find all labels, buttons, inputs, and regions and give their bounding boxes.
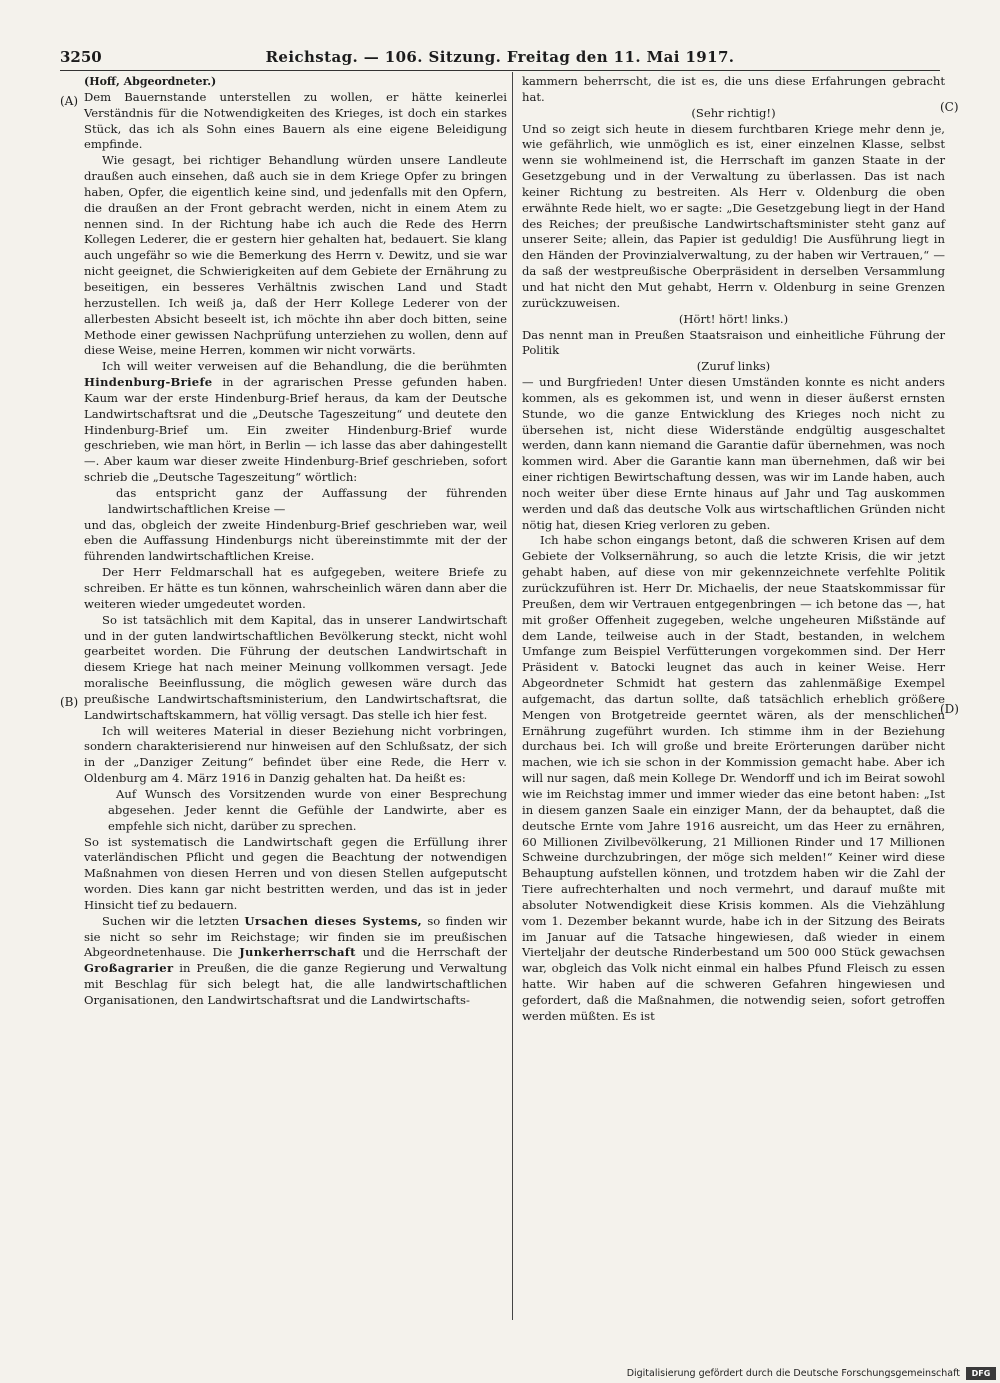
paragraph: Und so zeigt sich heute in diesem furchtbaren Kriege mehr denn je, wie gefährlich, wie unmöglich es ist, einer einzelnen Klasse, selbst wenn sie wohlmeinend ist, die Herrschaft im ganzen Staate in der Gesetzgebung und in der Verwaltung zu überlassen. Das ist nach keiner Richtung zu bestreiten. Als Herr v. Oldenburg die oben erwähnte Rede hielt, wo er sagte: „Die Gesetzgebung liegt in der Hand des Reiches; der preußische Landwirtschaftsminister steht ganz auf unserer Seite; allein, das Papier ist geduldig! Die Ausführung liegt in den Händen der Provinzialverwaltung, zu der haben wir Vertrauen,“ — da saß der westpreußische Oberpräsident in derselben Versammlung und hat nicht den Mut gehabt, Herrn v. Oldenburg in seine Grenzen zurückzuweisen. — [522, 121, 945, 310]
interjection: (Zuruf links) — [696, 359, 771, 374]
paragraph: Das nennt man in Preußen Staatsraison und einheitliche Führung der Politik — [522, 327, 945, 358]
paragraph: So ist systematisch die Landwirtschaft gegen die Erfüllung ihrer vaterländischen Pflicht und gegen die Beachtung der notwendigen Maßnahmen von diesen Herren und von diesen Stellen aufgeputscht worden. Dies kann gar nicht bestritten werden, und das ist in jeder Hinsicht tief zu bedauern. — [84, 834, 507, 912]
funding-credit: Digitalisierung gefördert durch die Deutsche Forschungsgemeinschaft — [626, 1368, 960, 1379]
interjection: (Hört! hört! links.) — [678, 311, 789, 326]
paragraph: kammern beherrscht, die ist es, die uns diese Erfahrungen gebracht hat. — [522, 74, 945, 104]
left-column — [84, 74, 507, 1009]
interjection: (Sehr richtig!) — [691, 105, 776, 120]
paragraph: — und Burgfrieden! Unter diesen Umständen konnte es nicht anders kommen, als es gekommen ist, und wenn in dieser äußerst ernsten Stunde, wo die ganze Entwicklung des Krieges noch nicht zu übersehen ist, nicht diese Widerstände endgültig ausgeschaltet werden, dann kann niemand die Garantie dafür übernehmen, was noch kommen wird. Aber die Garantie kann man übernehmen, daß wir bei einer richtigen Bewirtschaftung dessen, was wir im Lande haben, auch noch weiter über diese Ernte hinaus auf Jahr und Tag auskommen werden und daß das deutsche Volk aus wirtschaftlichen Gründen nicht nötig hat, diesen Krieg verloren zu geben. — [522, 375, 945, 532]
emphasis: Ursachen dieses Systems, — [244, 913, 423, 928]
emphasis: Hindenburg-Briefe — [84, 375, 213, 390]
margin-marker-c: (C) — [940, 100, 959, 114]
header-rule — [60, 70, 940, 71]
paragraph: Ich will weiteres Material in dieser Beziehung nicht vorbringen, sondern charakterisierend nur hinweisen auf den Schlußsatz, der sich in der „Danziger Zeitung“ befindet über eine Rede, die Herr v. Oldenburg am 4. März 1916 in Danzig gehalten hat. Da heißt es: — [84, 723, 507, 786]
paragraph: Wie gesagt, bei richtiger Behandlung würden unsere Landleute draußen auch einsehen, daß auch sie in dem Kriege Opfer zu bringen haben, Opfer, die eigentlich keine sind, und jedenfalls mit den Opfern, die draußen an der Front gebracht werden, nicht in einem Atem zu nennen sind. In der Richtung habe ich auch die Rede des Herrn Kollegen Lederer, die er gestern hier gehalten hat, bedauert. Sie klang auch ungefähr so wie die Bemerkung des Herrn v. Dewitz, und sie war nicht geeignet, die Schwierigkeiten auf dem Gebiete der Ernährung zu beseitigen, ein besseres Verhältnis zwischen Land und Stadt herzustellen. Ich weiß ja, daß der Herr Kollege Lederer von der allerbesten Absicht beseelt ist, ich möchte ihn aber doch bitten, seine Methode einer gewissen Nachprüfung unterziehen zu wollen, denn auf diese Weise, meine Herren, kommen wir nicht vorwärts. — [84, 153, 507, 358]
margin-marker-d: (D) — [940, 702, 959, 716]
paragraph: und das, obgleich der zweite Hindenburg-Brief geschrieben war, weil eben die Auffassung Hindenburgs nicht übereinstimmte mit der der führenden landwirtschaftlichen Kreise. — [84, 517, 507, 564]
paragraph: So ist tatsächlich mit dem Kapital, das in unserer Landwirtschaft und in der guten landwirtschaftlichen Bevölkerung steckt, nicht wohl gearbeitet worden. Die Führung der deutschen Landwirtschaft in diesem Kriege hat nach meiner Meinung vollkommen versagt. Jede moralische Beeinflussung, die möglich gewesen wäre durch das preußische Landwirtschaftsministerium, den Landwirtschaftsrat, die Landwirtschaftskammern, hat völlig versagt. Das stelle ich hier fest. — [84, 612, 507, 722]
paragraph: Ich will weiter verweisen auf die Behandlung, die die berühmten Hindenburg-Briefe in der agrarischen Presse gefunden haben. Kaum war der erste Hindenburg-Brief heraus, da kam der Deutsche Landwirtschaftsrat und die „Deutsche Tageszeitung“ und deutete den Hindenburg-Brief um. Ein zweiter Hindenburg-Brief wurde geschrieben, wie man hört, in Berlin — ich lasse das aber dahingestellt —. Aber kaum war dieser zweite Hindenburg-Brief geschrieben, sofort schrieb die „Deutsche Tageszeitung“ wörtlich: — [84, 359, 508, 485]
block-quote: Auf Wunsch des Vorsitzenden wurde von einer Besprechung abgesehen. Jeder kennt die Gefühle der Landwirte, aber es empfehle sich nicht, darüber zu sprechen. — [108, 786, 507, 833]
right-column — [522, 74, 945, 1025]
page-number: 3250 — [60, 48, 102, 66]
paragraph: Suchen wir die letzten Ursachen dieses Systems, so finden wir sie nicht so sehr im Reichstage; wir finden sie im preußischen Abgeordnetenhause. Die Junkerherrschaft und die Herrschaft der Großagrarier in Preußen, die die ganze Regierung und Verwaltung mit Beschlag für sich belegt hat, die alle landwirtschaftlichen Organisationen, den Landwirtschaftsrat und die Landwirtschafts- — [84, 913, 508, 1007]
paragraph: Ich habe schon eingangs betont, daß die schweren Krisen auf dem Gebiete der Volksernährung, so auch die letzte Krisis, die wir jetzt gehabt haben, auf diese von mir gekennzeichnete verfehlte Politik zurückzuführen ist. Herr Dr. Michaelis, der neue Staatskommissar für Preußen, dem wir Vertrauen entgegenbringen — ich betone das —, hat mit großer Offenheit zugegeben, welche ungeheuren Mißstände auf dem Lande, teilweise auch in der Stadt, bestanden, in welchem Umfange zum Beispiel Verfütterungen vorgekommen sind. Der Herr Präsident v. Batocki leugnet das auch in keiner Weise. Herr Abgeordneter Schmidt hat gestern das zahlenmäßige Exempel aufgemacht, das dartun sollte, daß tatsächlich erheblich größere Mengen von Brotgetreide geerntet wären, als der menschlichen Ernährung zugeführt wurden. Ich stimme ihm in der Beziehung durchaus bei. Ich will große und breite Erörterungen darüber nicht machen, wie ich sie schon in der Kommission gemacht habe. Aber ich will nur sagen, daß mein Kollege Dr. Wendorff und ich im Beirat sowohl wie im Reichstag immer und immer wieder das eine betont haben: „Ist in diesem ganzen Saale ein einziger Mann, der da behauptet, daß die deutsche Ernte vom Jahre 1916 ausreicht, um das Heer zu ernähren, 60 Millionen Zivilbevölkerung, 21 Millionen Rinder und 17 Millionen Schweine durchzubringen, der möge sich melden!“ Keiner wird diese Behauptung aufstellen können, und trotzdem haben wir die Zahl der Tiere aufrechterhalten und noch vermehrt, und darauf mußte mit absoluter Notwendigkeit diese Krisis kommen. Als die Viehzählung vom 1. Dezember bekannt wurde, habe ich in der Sitzung des Beirats im Januar auf die Tatsache hingewiesen, daß wieder in einem Vierteljahr der deutsche Rinderbestand um 500 000 Stück gewachsen war, obgleich das Volk nicht einmal ein halbes Pfund Fleisch zu essen hatte. Wir haben auf die schweren Gefahren hingewiesen und gefordert, daß die Maßnahmen, die notwendig seien, sofort getroffen werden müßten. Es ist — [522, 533, 945, 1023]
dfg-logo: DFG — [966, 1367, 996, 1380]
paragraph: Dem Bauernstande unterstellen zu wollen, er hätte keinerlei Verständnis für die Notwendigkeiten des Krieges, ist doch ein starkes Stück, das ich als Sohn eines Bauern als eine eigene Beleidigung empfinde. — [84, 89, 507, 152]
margin-marker-a: (A) — [60, 94, 79, 108]
emphasis: Großagrarier — [84, 961, 174, 976]
digitization-footer — [590, 1366, 1000, 1383]
column-divider — [512, 72, 513, 1320]
emphasis: Junkerherrschaft — [239, 945, 356, 960]
paragraph: Der Herr Feldmarschall hat es aufgegeben, weitere Briefe zu schreiben. Er hätte es tun können, wahrscheinlich wären dann aber die weiteren wieder umgedeutet worden. — [84, 565, 507, 611]
margin-marker-b: (B) — [60, 695, 79, 709]
speaker-label: (Hoff, Abgeordneter.) — [84, 75, 217, 88]
block-quote: das entspricht ganz der Auffassung der führenden landwirtschaftlichen Kreise — — [108, 485, 507, 516]
running-title: Reichstag. — 106. Sitzung. Freitag den 11. Mai 1917. — [265, 48, 735, 66]
